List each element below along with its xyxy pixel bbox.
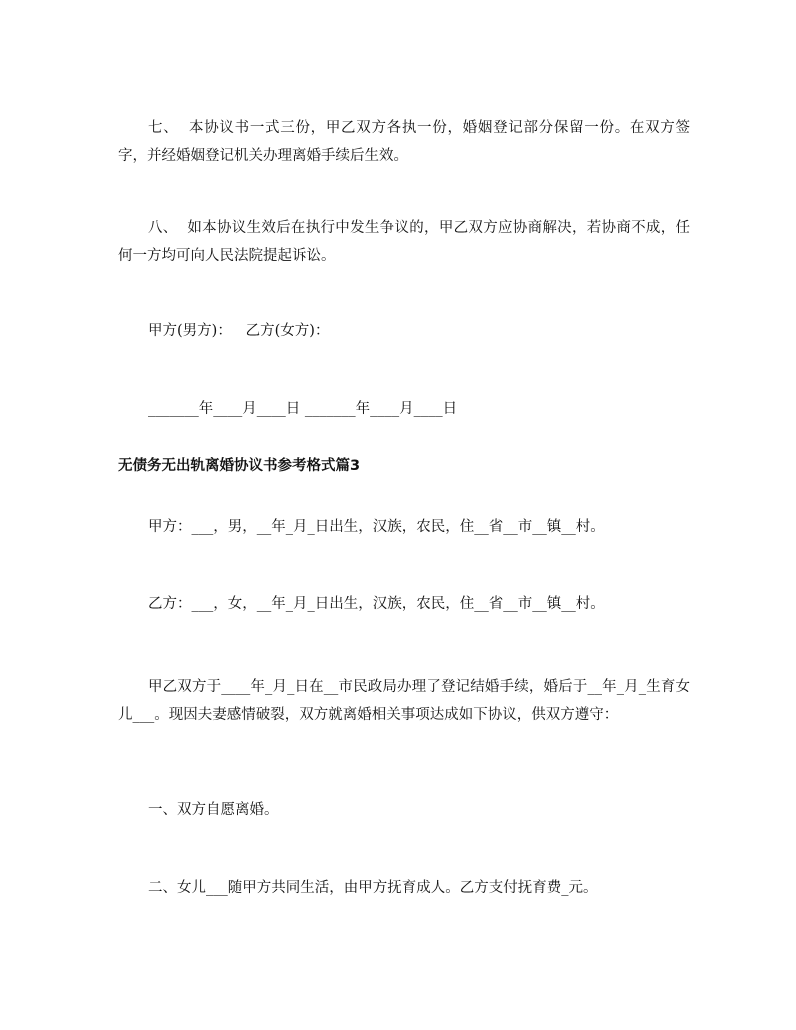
clause-one: 一、双方自愿离婚。 [148,802,279,818]
section-title: 无债务无出轨离婚协议书参考格式篇3 [118,458,361,474]
clause-eight: 八、 如本协议生效后在执行中发生争议的，甲乙双方应协商解决，若协商不成，任何一方均可向人民法院提起诉讼。 [118,220,690,264]
marriage-statement: 甲乙双方于____年_月_日在__市民政局办理了登记结婚手续，婚后于__年_月_生育女儿___。现因夫妻感情破裂，双方就离婚相关事项达成如下协议，供双方遵守： [118,679,690,723]
clause-two: 二、女儿___随甲方共同生活，由甲方抚育成人。乙方支付抚育费_元。 [148,880,598,896]
clause-seven: 七、 本协议书一式三份，甲乙双方各执一份，婚姻登记部分保留一份。在双方签字，并经婚姻登记机关办理离婚手续后生效。 [118,120,690,164]
signature-line: 甲方(男方)： 乙方(女方)： [148,323,330,339]
party-b-info: 乙方：___，女，__年_月_日出生，汉族，农民，住__省__市__镇__村。 [148,596,605,612]
date-line: _______年____月____日 _______年____月____日 [148,401,458,417]
party-a-info: 甲方：___，男，__年_月_日出生，汉族，农民，住__省__市__镇__村。 [148,519,605,535]
